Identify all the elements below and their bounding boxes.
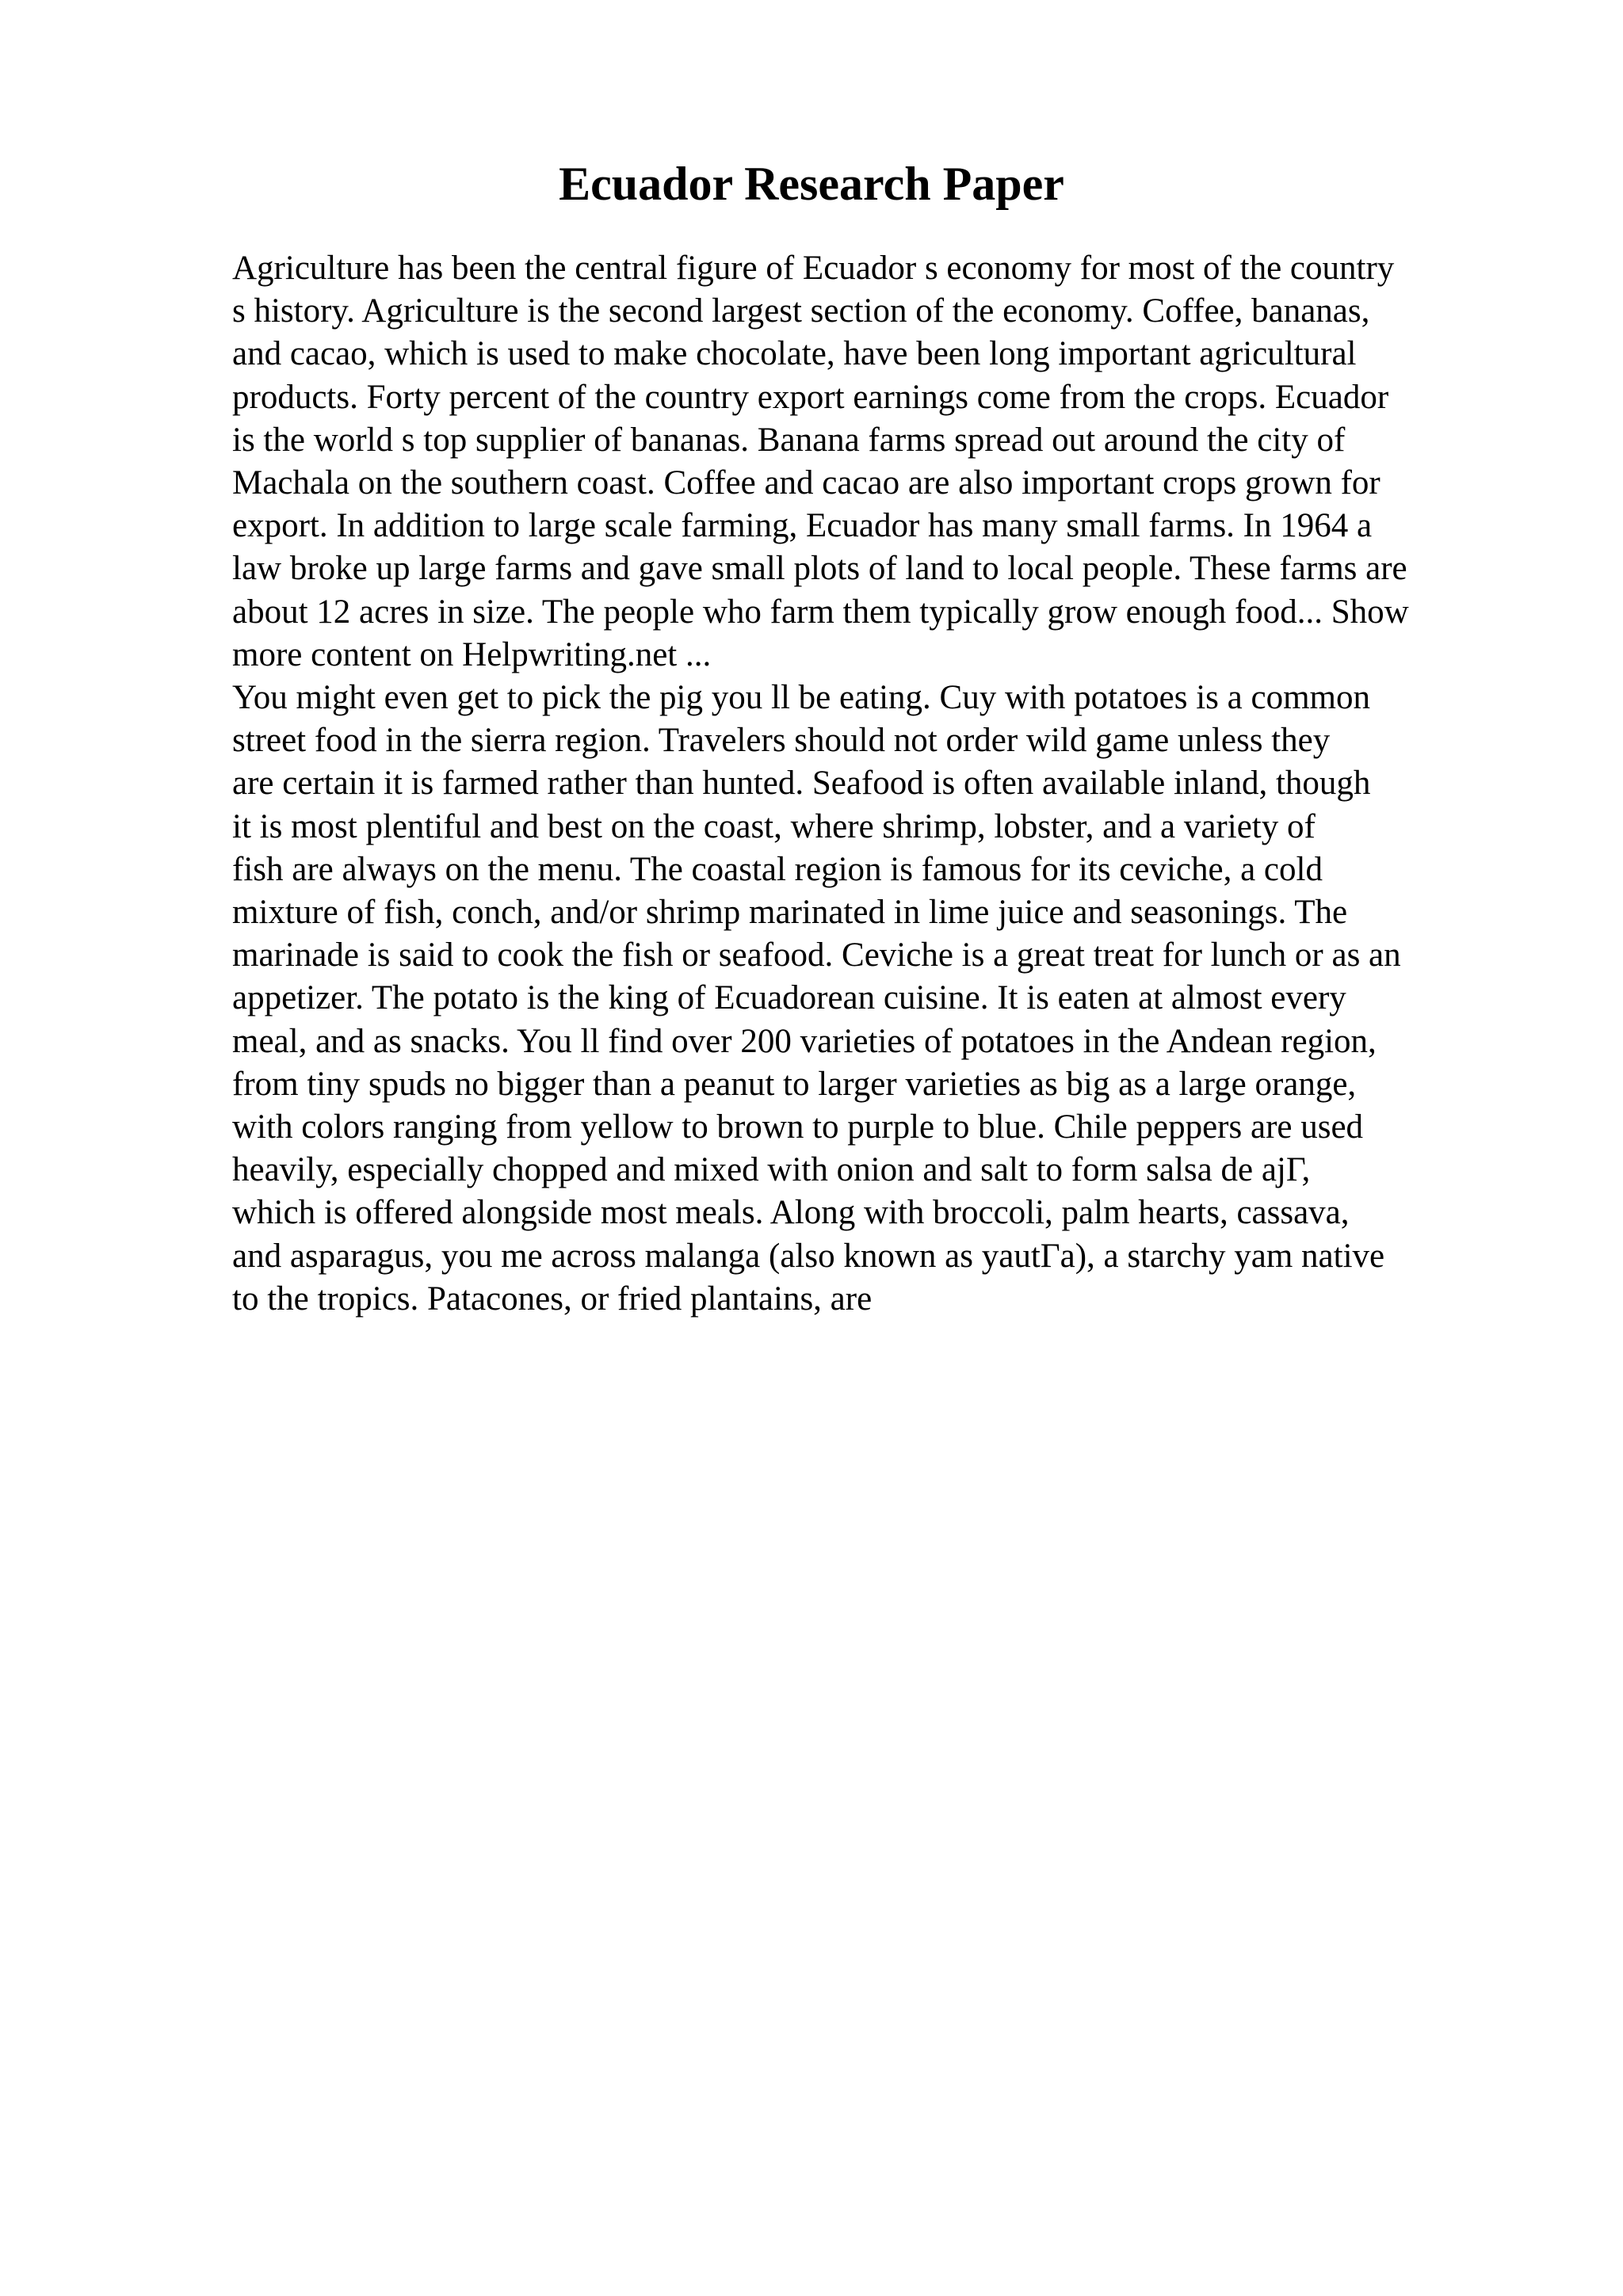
text-line: about 12 acres in size. The people who farm them typically grow enough food... Show [232,593,1409,631]
text-line: appetizer. The potato is the king of Ecuadorean cuisine. It is eaten at almost every [232,979,1346,1017]
text-line: marinade is said to cook the fish or seafood. Ceviche is a great treat for lunch or as an [232,936,1401,974]
text-line: are certain it is farmed rather than hunted. Seafood is often available inland, though [232,765,1371,803]
text-line: and asparagus, you me across malanga (also known as yautΓa), a starchy yam native [232,1237,1385,1275]
page-title: Ecuador Research Paper [559,158,1064,210]
body-text [232,247,1516,1321]
text-line: s history. Agriculture is the second largest section of the economy. Coffee, bananas, [232,292,1370,330]
text-line: it is most plentiful and best on the coast, where shrimp, lobster, and a variety of [232,807,1316,845]
text-line: Machala on the southern coast. Coffee and cacao are also important crops grown for [232,464,1381,502]
text-line: from tiny spuds no bigger than a peanut to larger varieties as big as a large orange, [232,1065,1357,1103]
text-line: with colors ranging from yellow to brown to purple to blue. Chile peppers are used [232,1108,1364,1146]
text-line: products. Forty percent of the country export earnings come from the crops. Ecuador [232,378,1389,416]
text-line: heavily, especially chopped and mixed with onion and salt to form salsa de ajΓ, [232,1151,1311,1189]
text-line: You might even get to pick the pig you ll be eating. Cuy with potatoes is a common [232,679,1370,717]
text-line: street food in the sierra region. Travelers should not order wild game unless they [232,722,1331,760]
text-line: to the tropics. Patacones, or fried plantains, are [232,1280,873,1318]
text-line: mixture of fish, conch, and/or shrimp marinated in lime juice and seasonings. The [232,894,1348,932]
text-line: export. In addition to large scale farming, Ecuador has many small farms. In 1964 a [232,507,1373,545]
text-line: more content on Helpwriting.net ... [232,635,712,673]
text-line: meal, and as snacks. You ll find over 200 varieties of potatoes in the Andean region, [232,1022,1377,1060]
text-line: is the world s top supplier of bananas. Banana farms spread out around the city of [232,421,1346,459]
text-line: fish are always on the menu. The coastal region is famous for its ceviche, a cold [232,850,1323,888]
text-line: which is offered alongside most meals. Along with broccoli, palm hearts, cassava, [232,1194,1350,1232]
text-line: law broke up large farms and gave small plots of land to local people. These farms are [232,550,1407,588]
text-line: and cacao, which is used to make chocolate, have been long important agricultural [232,335,1357,373]
text-line: Agriculture has been the central figure of Ecuador s economy for most of the country [232,250,1395,287]
